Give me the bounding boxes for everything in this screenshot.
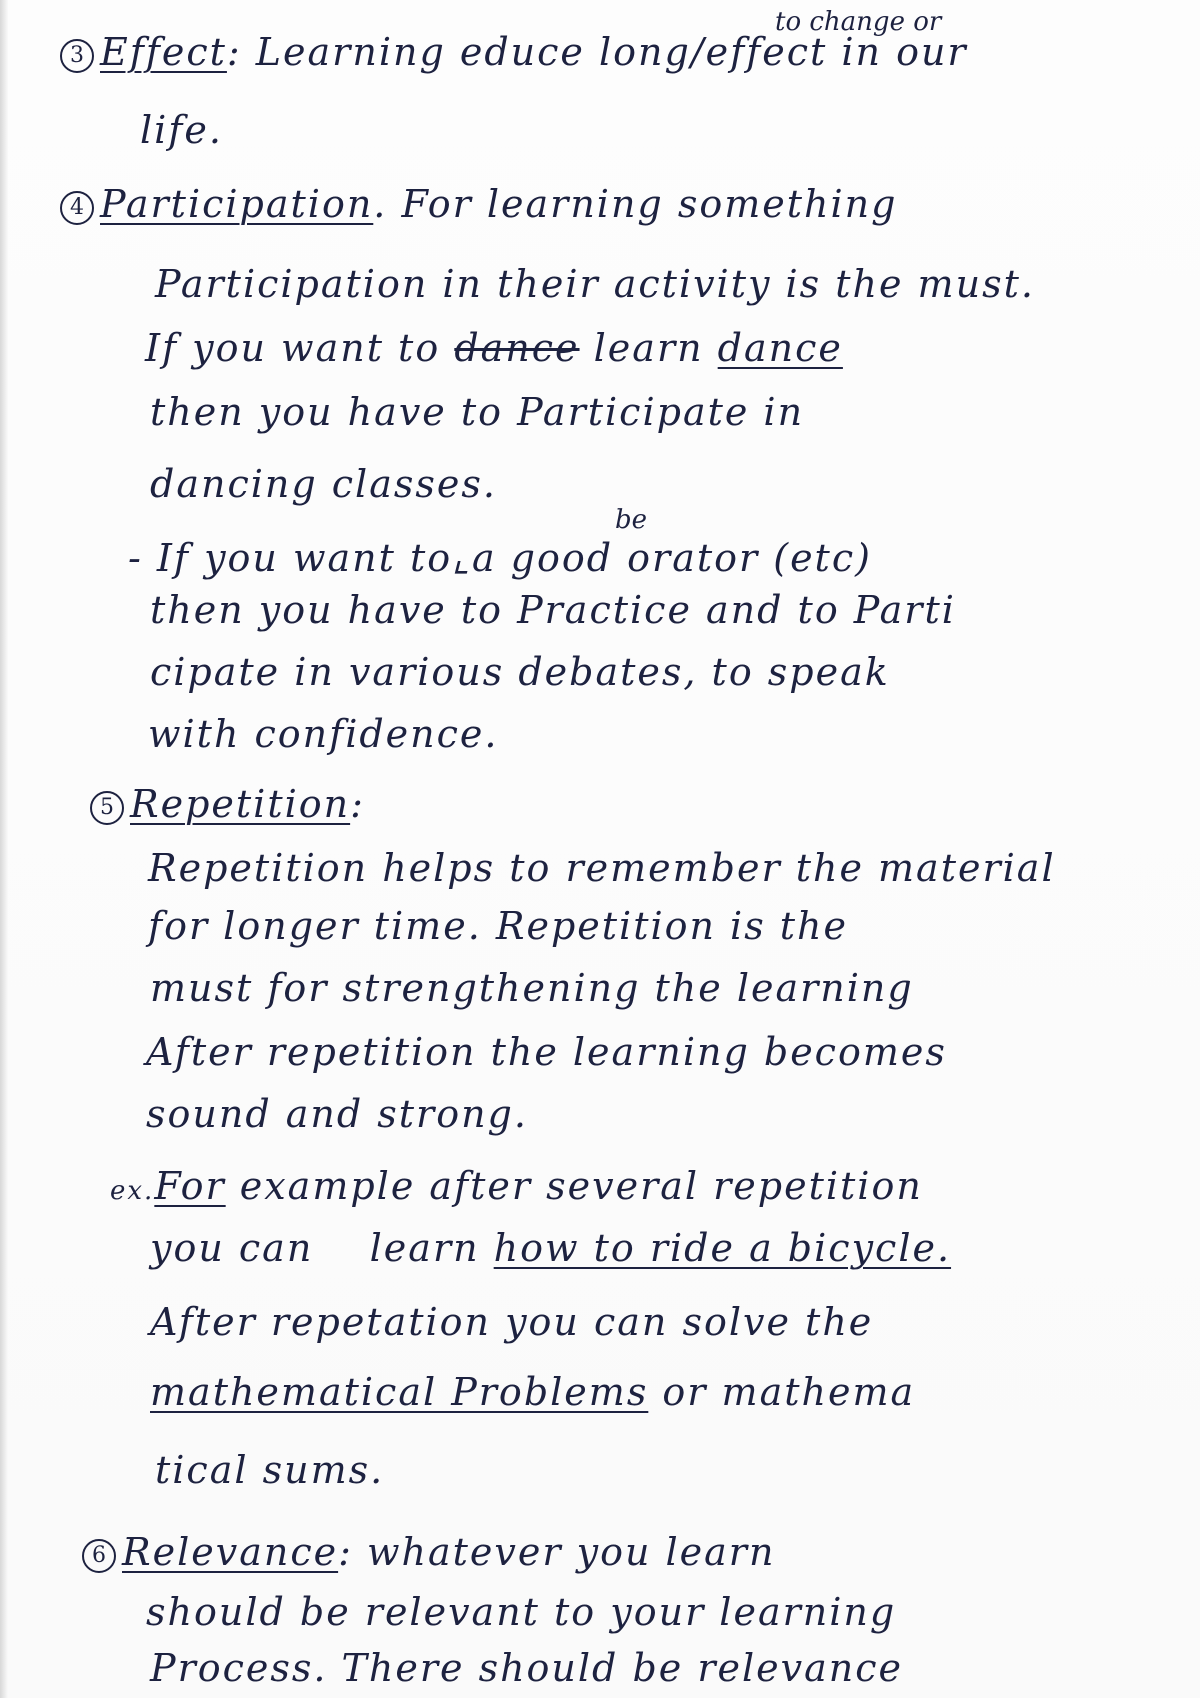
example-for: For — [154, 1164, 226, 1208]
participation-text-6a: - If you want to — [128, 536, 453, 580]
underlined-word-dance: dance — [717, 326, 843, 370]
participation-line-5: dancing classes. — [150, 462, 497, 506]
section-number-4: 4 — [60, 191, 94, 225]
insertion-caret: ⌞ — [452, 536, 472, 580]
participation-line-2: Participation in their activity is the must. — [155, 262, 1035, 306]
repetition-line-7 — [150, 1226, 951, 1270]
participation-line-9: with confidence. — [148, 712, 499, 756]
repetition-line-3: must for strengthening the learning — [150, 966, 914, 1010]
repetition-line-8: After repetation you can solve the — [150, 1300, 874, 1344]
section-title-relevance: Relevance — [122, 1530, 339, 1574]
participation-line-6 — [128, 536, 872, 580]
participation-line-3 — [145, 326, 843, 370]
repetition-text-9b: or mathema — [648, 1370, 916, 1414]
effect-line-1 — [60, 30, 968, 74]
participation-text-1: . For learning something — [373, 182, 898, 226]
repetition-colon: : — [350, 782, 365, 826]
participation-text-3a: If you want to — [145, 326, 441, 370]
section-title-participation: Participation — [100, 182, 374, 226]
participation-line-8: cipate in various debates, to speak — [150, 650, 890, 694]
page-edge — [0, 0, 8, 1698]
effect-line-2: life. — [140, 108, 223, 152]
repetition-line-5: sound and strong. — [146, 1092, 528, 1136]
example-label: ex. — [110, 1176, 155, 1206]
repetition-line-1: Repetition helps to remember the material — [148, 846, 1056, 890]
repetition-text-9a: mathematical Problems — [150, 1370, 649, 1414]
participation-line-1 — [60, 182, 897, 226]
participation-text-3b: learn — [593, 326, 704, 370]
relevance-text-1: : whatever you learn — [338, 1530, 776, 1574]
section-title-repetition: Repetition — [130, 782, 351, 826]
repetition-text-7c: how to ride a bicycle. — [493, 1226, 952, 1270]
repetition-text-7a: you can — [150, 1226, 314, 1270]
participation-line-4: then you have to Participate in — [150, 390, 805, 434]
section-title-effect: Effect — [100, 30, 227, 74]
insertion-to-change-or: to change or — [775, 7, 942, 37]
section-number-5: 5 — [90, 791, 124, 825]
section-number-3: 3 — [60, 39, 94, 73]
repetition-line-9 — [150, 1370, 915, 1414]
relevance-line-1 — [82, 1530, 775, 1574]
repetition-heading — [90, 782, 365, 826]
repetition-line-10: tical sums. — [155, 1448, 385, 1492]
effect-slash: / — [690, 30, 706, 74]
repetition-line-2: for longer time. Repetition is the — [148, 904, 849, 948]
section-number-6: 6 — [82, 1539, 116, 1573]
repetition-line-4: After repetition the learning becomes — [146, 1030, 947, 1074]
struck-word-dance: dance — [454, 326, 580, 370]
relevance-line-3: Process. There should be relevance — [150, 1646, 904, 1690]
effect-text-a: : Learning educe long — [226, 30, 691, 74]
participation-line-7: then you have to Practice and to Parti — [150, 588, 956, 632]
repetition-text-6: example after several repetition — [225, 1164, 923, 1208]
repetition-line-6 — [110, 1164, 923, 1213]
effect-text-b: effect in our — [705, 30, 968, 74]
relevance-line-2: should be relevant to your learning — [146, 1590, 897, 1634]
repetition-text-7b: learn — [369, 1226, 480, 1270]
participation-text-6b: a good orator (etc) — [471, 536, 872, 580]
insertion-be: be — [615, 505, 648, 535]
